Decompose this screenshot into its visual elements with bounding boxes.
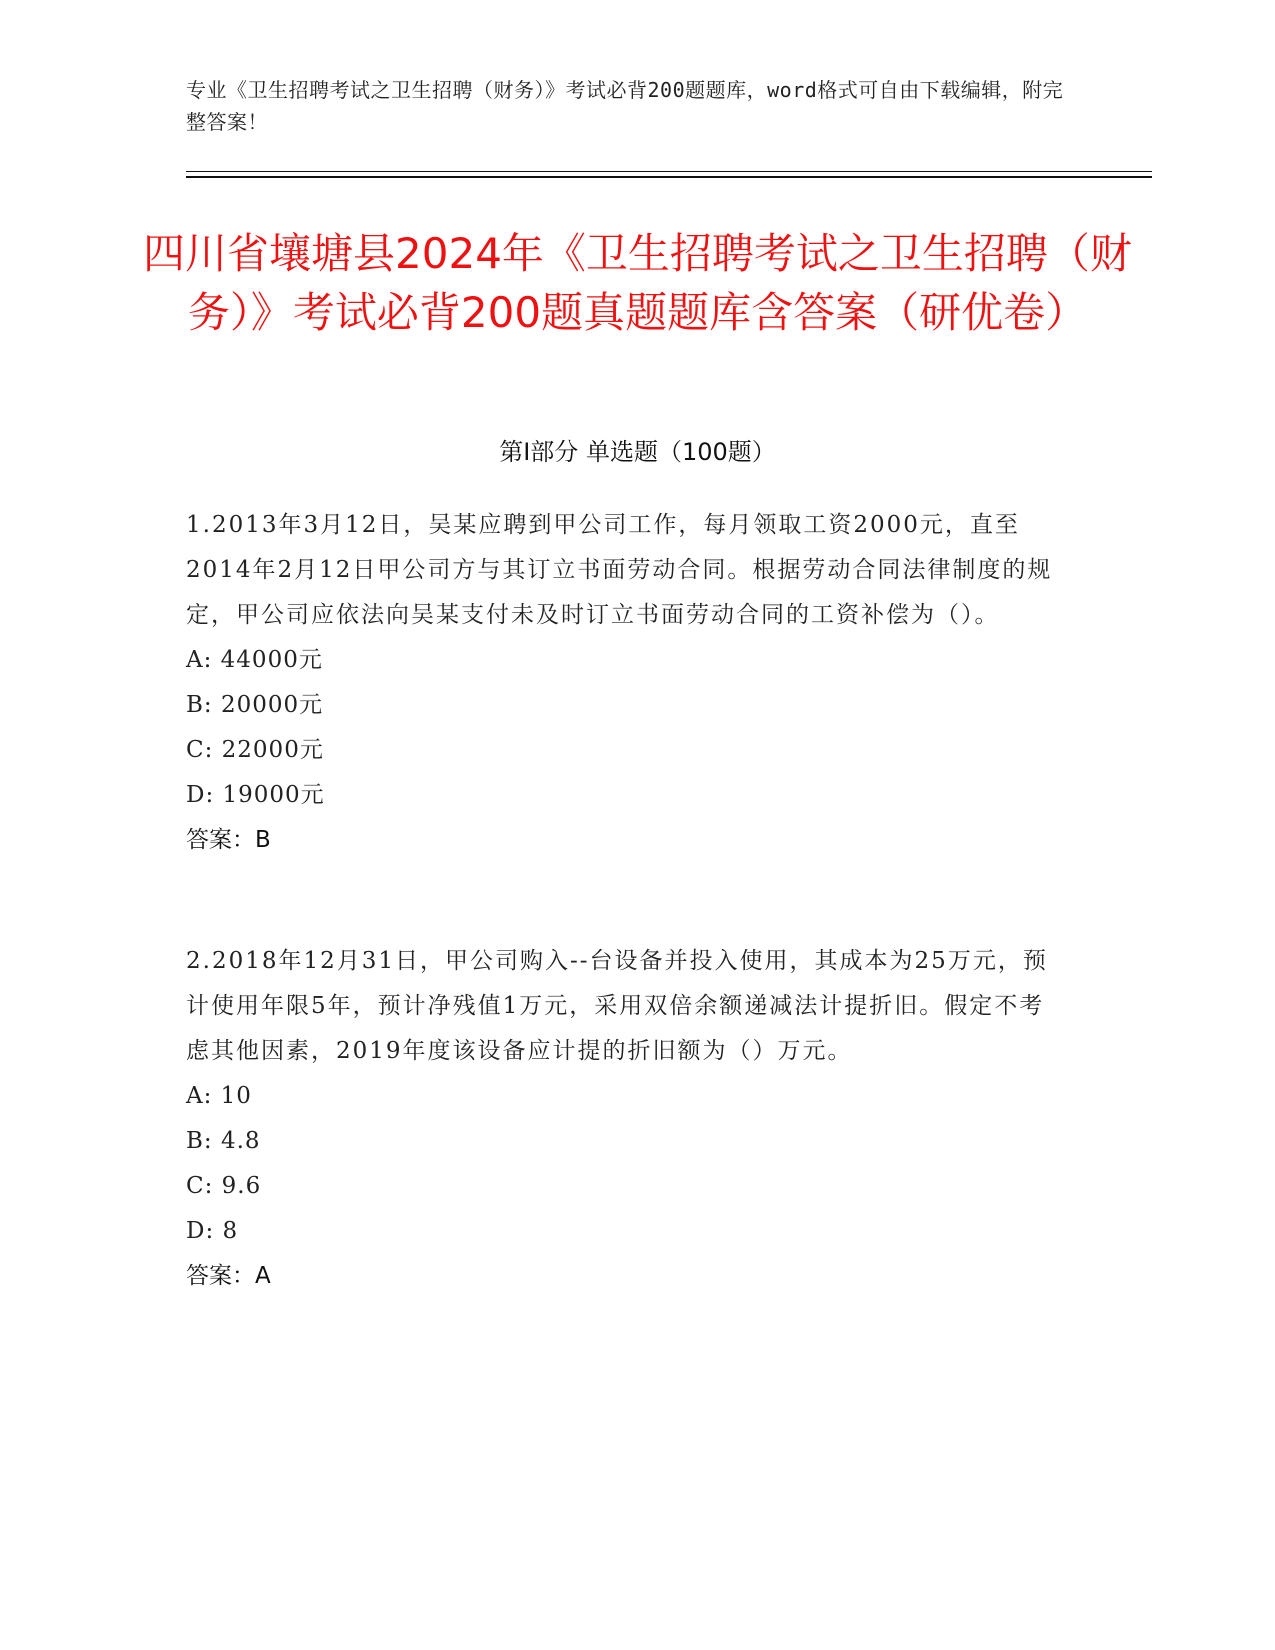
- header-divider-thick: [186, 176, 1152, 178]
- answer-label: 答案：A: [186, 1263, 271, 1289]
- header-note: 专业《卫生招聘考试之卫生招聘（财务）》考试必背200题题库，word格式可自由下载编辑，附完整答案！: [186, 78, 1064, 134]
- section-heading: 第I部分 单选题（100题）: [499, 438, 776, 466]
- option-b: B: 20000元: [186, 692, 324, 718]
- document-title: 四川省壤塘县2024年《卫生招聘考试之卫生招聘（财务）》考试必背200题真题题库含答案（研优卷）: [143, 229, 1132, 337]
- question-2: [186, 939, 1066, 1299]
- option-d: D: 19000元: [186, 782, 325, 808]
- option-d: D: 8: [186, 1218, 239, 1244]
- header-divider-thin: [186, 171, 1152, 172]
- question-1: [186, 503, 1066, 863]
- option-c: C: 22000元: [186, 737, 324, 763]
- option-c: C: 9.6: [186, 1173, 262, 1199]
- question-stem: 1.2013年3月12日，吴某应聘到甲公司工作，每月领取工资2000元，直至2014年2月12日甲公司方与其订立书面劳动合同。根据劳动合同法律制度的规定，甲公司应依法向吴某支付未及时订立书面劳动合同的工资补偿为（）。: [186, 512, 1053, 628]
- question-stem: 2.2018年12月31日，甲公司购入--台设备并投入使用，其成本为25万元，预计使用年限5年，预计净残值1万元，采用双倍余额递减法计提折旧。假定不考虑其他因素，2019年度该设备应计提的折旧额为（）万元。: [186, 948, 1048, 1064]
- option-a: A: 10: [186, 1083, 252, 1109]
- option-a: A: 44000元: [186, 647, 323, 673]
- option-b: B: 4.8: [186, 1128, 261, 1154]
- answer-label: 答案：B: [186, 827, 271, 853]
